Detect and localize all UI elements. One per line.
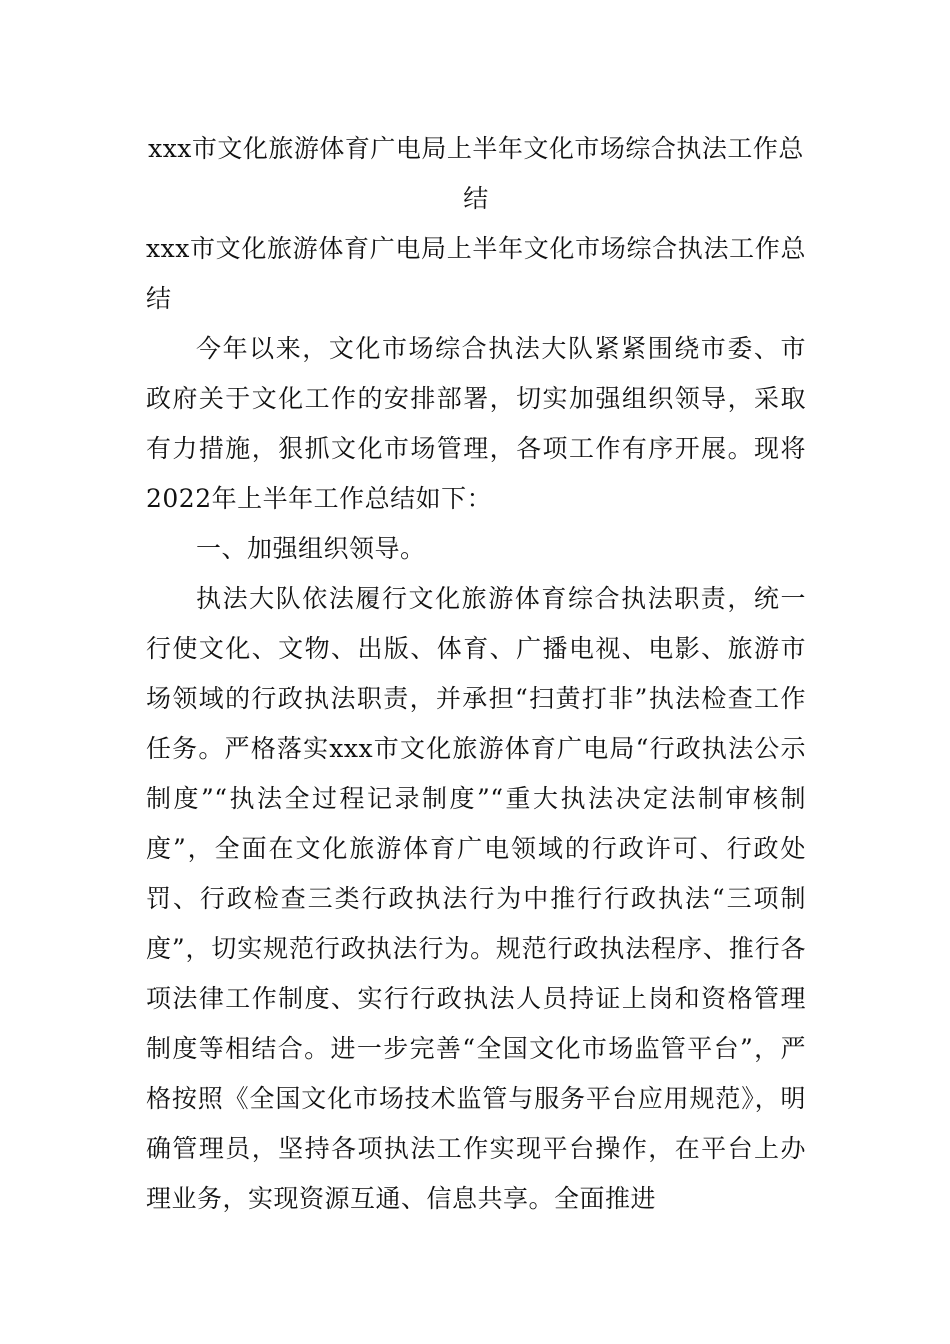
document-title-repeated: xxx市文化旅游体育广电局上半年文化市场综合执法工作总结 bbox=[146, 234, 806, 313]
section-body-1: 执法大队依法履行文化旅游体育综合执法职责，统一行使文化、文物、出版、体育、广播电视、电影、旅游市场领域的行政执法职责，并承担“扫黄打非”执法检查工作任务。严格落实xxx市文化旅游体育广电局“行政执法公示制度”“执法全过程记录制度”“重大执法决定法制审核制度”，全面在文化旅游体育广电领域的行政许可、行政处罚、行政检查三类行政执法行为中推行行政执法“三项制度”，切实规范行政执法行为。规范行政执法程序、推行各项法律工作制度、实行行政执法人员持证上岗和资格管理制度等相结合。进一步完善“全国文化市场监管平台”，严格按照《全国文化市场技术监管与服务平台应用规范》，明确管理员，坚持各项执法工作实现平台操作，在平台上办理业务，实现资源互通、信息共享。全面推进 bbox=[146, 584, 806, 1213]
document-title-centered: xxx市文化旅游体育广电局上半年文化市场综合执法工作总结 bbox=[148, 134, 804, 213]
intro-paragraph: 今年以来，文化市场综合执法大队紧紧围绕市委、市政府关于文化工作的安排部署，切实加强组织领导，采取有力措施，狠抓文化市场管理，各项工作有序开展。现将2022年上半年工作总结如下： bbox=[146, 334, 806, 513]
section-heading-1: 一、加强组织领导。 bbox=[196, 534, 426, 563]
document-page bbox=[146, 124, 806, 1224]
